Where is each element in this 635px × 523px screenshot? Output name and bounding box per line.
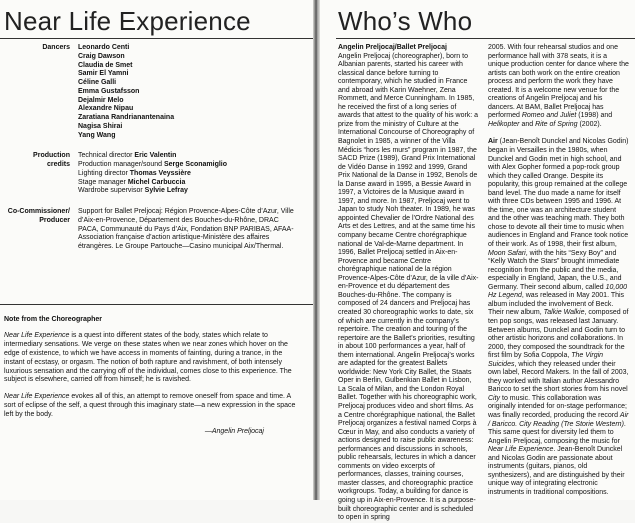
work-title: Helikopter <box>488 120 520 128</box>
dancers-label: Dancers <box>42 44 70 51</box>
dancer-name: Samir El Yamni <box>78 70 129 78</box>
choreographer-note <box>4 316 304 437</box>
note-title: Note from the Choreographer <box>4 316 103 323</box>
left-page <box>0 0 313 500</box>
bio-heading: Angelin Preljocaj/Ballet Preljocaj <box>338 44 447 51</box>
dancers-list <box>78 44 313 140</box>
dancer-name: Yang Wang <box>78 131 116 139</box>
work-title: Romeo and Juliet <box>521 112 577 120</box>
work-title: Near Life Experience <box>4 331 70 339</box>
title-rule <box>0 38 313 39</box>
credit-role: Production manager/sound <box>78 161 164 168</box>
text-run: (2002). <box>577 120 602 128</box>
bio-text <box>488 44 629 129</box>
text-run: and <box>519 120 536 128</box>
text-run: , with the hits “Sexy Boy” and “Kelly Watch the Stars” brought immediate recognition from the public and the media, especially in England, Japan, the U.S., and Germany. Their second album, called <box>488 249 622 291</box>
text-run: 2005. With four rehearsal studios and one performance hall with 378 seats, it is a unique production center for dance where the artists can both work on the entire creation process and perform the work they have created. It is a welcome new venue for the creations of Angelin Preljocaj and his dancers. At BAM, Ballet Preljocaj has performed <box>488 44 629 120</box>
dancer-name: Claudia de Smet <box>78 61 133 69</box>
bio-heading: Air <box>488 138 498 146</box>
work-title: Rite of Spring <box>535 120 578 128</box>
production-credit <box>78 152 313 161</box>
text-run: , composed of ten pop songs, was released last January. Between albums, Dunckel and Godin turn to other artistic horizons and collaborations. In 2000, they composed the soundtrack for the first film by Sofia Coppola, <box>488 309 629 360</box>
air-bio <box>488 138 629 497</box>
dancer-name: Leonardo Centi <box>78 44 130 51</box>
dancer-name: Céline Galli <box>78 79 117 86</box>
text-run: to music. This collaboration was originally intended for on-stage performance; was finally recorded, producing the record <box>488 394 627 419</box>
production-row <box>0 152 313 196</box>
signature <box>4 428 304 437</box>
dancer-name: Emma Gustafsson <box>78 87 140 95</box>
work-title: Moon Safari <box>488 249 526 257</box>
production-credit <box>78 170 313 179</box>
work-title: City <box>488 394 501 402</box>
title-rule <box>336 38 635 39</box>
bio-column-2 <box>488 44 629 523</box>
dancer-name: Alexandre Nipau <box>78 105 134 113</box>
production-label-line: credits <box>47 161 70 168</box>
note-paragraph <box>4 332 304 385</box>
credit-role: Wardrobe supervisor <box>78 187 145 195</box>
credits-block <box>0 44 313 252</box>
credit-name: Thomas Veyssière <box>129 169 191 177</box>
note-paragraph <box>4 393 304 420</box>
credit-role: Lighting director <box>78 169 130 177</box>
work-title: Near Life Experience <box>488 446 554 454</box>
note-text: is a quest into different states of the body, states which relate to intermediary sensations. We verge on these states when we near zones which hover on the edge of existence, to which we have access in moments of fainting, during a trance, in the instant of ecstasy, or orgasm. The notion of both rapture and ravishment, of both intensely luxurious sensation and the carrying off of the individual, comes close to this experience. The subject is elsewhere, carried off from himself; he is ravished. <box>4 331 292 384</box>
page-title: Who’s Who <box>338 6 473 36</box>
commissioner-text: Support for Ballet Preljocaj: Région Provence-Alpes-Côte d’Azur, Ville d’Aix-en-Provence, Département des Bouches-du-Rhône, DRAC PACA, Communauté du Pays d’Aix, Fondation BNP PARIBAS, AFAA-Association française d’action artistique-Ministère des affaires étrangères. Le Groupe Partouche—Casino municipal Aix/Thermal. <box>78 208 294 250</box>
production-label <box>0 152 70 170</box>
bio-columns <box>338 44 630 523</box>
work-title: 10,000 Hz Legend <box>488 283 628 300</box>
dancer-name: Craig Dawson <box>78 52 125 60</box>
production-list <box>78 152 313 196</box>
credit-role: Stage manager <box>78 178 128 186</box>
work-title: Near Life Experience <box>4 393 70 401</box>
right-page <box>320 0 635 522</box>
note-text: evokes all of this, an attempt to remove oneself from space and time. A sort of eclipse of the self, a quest through this imaginary state—a new expression in the space left by the body. <box>4 393 296 419</box>
bio-column-1 <box>338 44 479 523</box>
dancers-row <box>0 44 313 140</box>
work-title: Talkie Walkie <box>543 309 585 317</box>
commissioner-label-line: Producer <box>39 216 70 224</box>
dancer-name: Nagisa Shirai <box>78 122 123 130</box>
credit-name: Michel Carbuccia <box>127 178 186 186</box>
credit-role: Technical director <box>78 152 135 160</box>
text-run: . This same quest for diversity led them to Angelin Preljocaj, composing the music for <box>488 420 626 445</box>
commissioner-row <box>0 208 313 252</box>
section-rule <box>0 304 313 305</box>
production-label-line: Production <box>33 152 70 160</box>
production-credit <box>78 187 313 196</box>
dancer-name: Zaratiana Randrianantenaina <box>78 114 175 121</box>
text-run: . Jean-Benoît Dunckel and Nicolas Godin are passionate about instruments (guitars, pianos, old synthesizers), and are distinguished by their unique way of integrating electronic instruments in traditional compositions. <box>488 446 625 496</box>
production-credit <box>78 161 313 170</box>
text-run: , which they released under their own label, Record Makers. In the fall of 2003, they worked with Italian author Alessandro Baricco to set the short stories from his novel <box>488 360 629 394</box>
commissioner-label-line: Co-Commissioner/ <box>7 208 70 215</box>
dancer-name: Dejalmir Melo <box>78 96 124 104</box>
text-run: (Jean-Benoît Dunckel and Nicolas Godin) began in Versailles in the 1980s, when Dunckel and Godin met in high school, and with Alex Gopher formed a pop-rock group which they called Orange. Despite its popularity, this group remained at the college band level. The duo made a name for itself with three CDs between 1995 and 1996. At the time, one was an architecture student and the other was teaching math. They both chose to devote all their time to music when audiences in England and France took notice of their work. As of 1998, their first album, <box>488 138 629 249</box>
work-title: The Virgin Suicides <box>488 352 604 368</box>
work-title: Air / Baricco. City Reading (Tre Storie Western) <box>488 411 629 428</box>
credit-name: Eric Valentin <box>134 152 177 160</box>
bio-text: Angelin Preljocaj (choreographer), born to Albanian parents, started his career with classical dance before turning to contemporary, which he studied in France and abroad with Karin Waehner, Zena Rommett, and Merce Cunningham. In 1985, he received the first of a long series of awards that attest to the quality of his work: a prize from the ministry of Culture at the International Concourse of Choreography of Bagnolet in 1985, a winner of the Villa Médicis “hors les murs” program in 1987, the SACD Prize (1989), Grand Prix International de Vidéo Danse in 1992 and 1999, Grand Prix National de la Danse in 1992, Benoîs de la Danse award in 1995, a Bessie Award in 1997, a Victoires de la Musique award in 1997, and more. In 1987, Preljocaj went to Japan to study Noh theater. In 1989, he was appointed Chevalier de l’Ordre National des Arts et des Lettres, and at the same time his company became Centre chorégraphique national de Val-de-Marne department. In 1996, Ballet Preljocaj settled in Aix-en-Provence and became Centre chorégraphique national de la région Provence-Alpes-Côte d’Azur, de la ville d’Aix-en-Provence et du département des Bouches-du-Rhône. The company is composed of 24 dancers and Preljocaj has created 30 choreographic works to date, six of which are currently in the company’s repertoire. The creation and touring of the repertoire are the Ballet’s priorities, resulting in about 100 performances a year, half of them international. Angelin Preljocaj’s works are adapted for the greatest Ballets worldwide: New York City Ballet, the Staats Oper in Berlin, Gulbenkian Ballet in Lisbon, La Scala of Milan, and the London Royal Ballet. Together with his choreographic work, Preljocaj produces video and short films. As a Centre chorégraphique national, the Ballet Preljocaj organizes a festival named Corps à Cœur in May, and also conducts a variety of actions designed to raise public awareness: performances and discussions in schools, public rehearsals, lectures in which a dancer comments on video excerpts of performances, classes, training courses, master classes, and choreographic practice workgroups. Today, a building for dance is going up in Aix-en-Provence. It is a purpose-built choreographic center and is scheduled to open in spring <box>338 52 479 522</box>
credit-name: Serge Sconamiglio <box>164 161 228 168</box>
credit-name: Sylvie Lefray <box>144 187 188 195</box>
page-title: Near Life Experience <box>4 6 251 36</box>
commissioner-label <box>0 208 70 226</box>
book-spine <box>313 0 320 500</box>
production-credit <box>78 179 313 188</box>
text-run: , was released in May 2001. This album included the involvement of Beck. Their new album, <box>488 292 625 317</box>
signature-text: —Angelin Preljocaj <box>204 428 264 436</box>
text-run: (1998) and <box>576 112 613 120</box>
